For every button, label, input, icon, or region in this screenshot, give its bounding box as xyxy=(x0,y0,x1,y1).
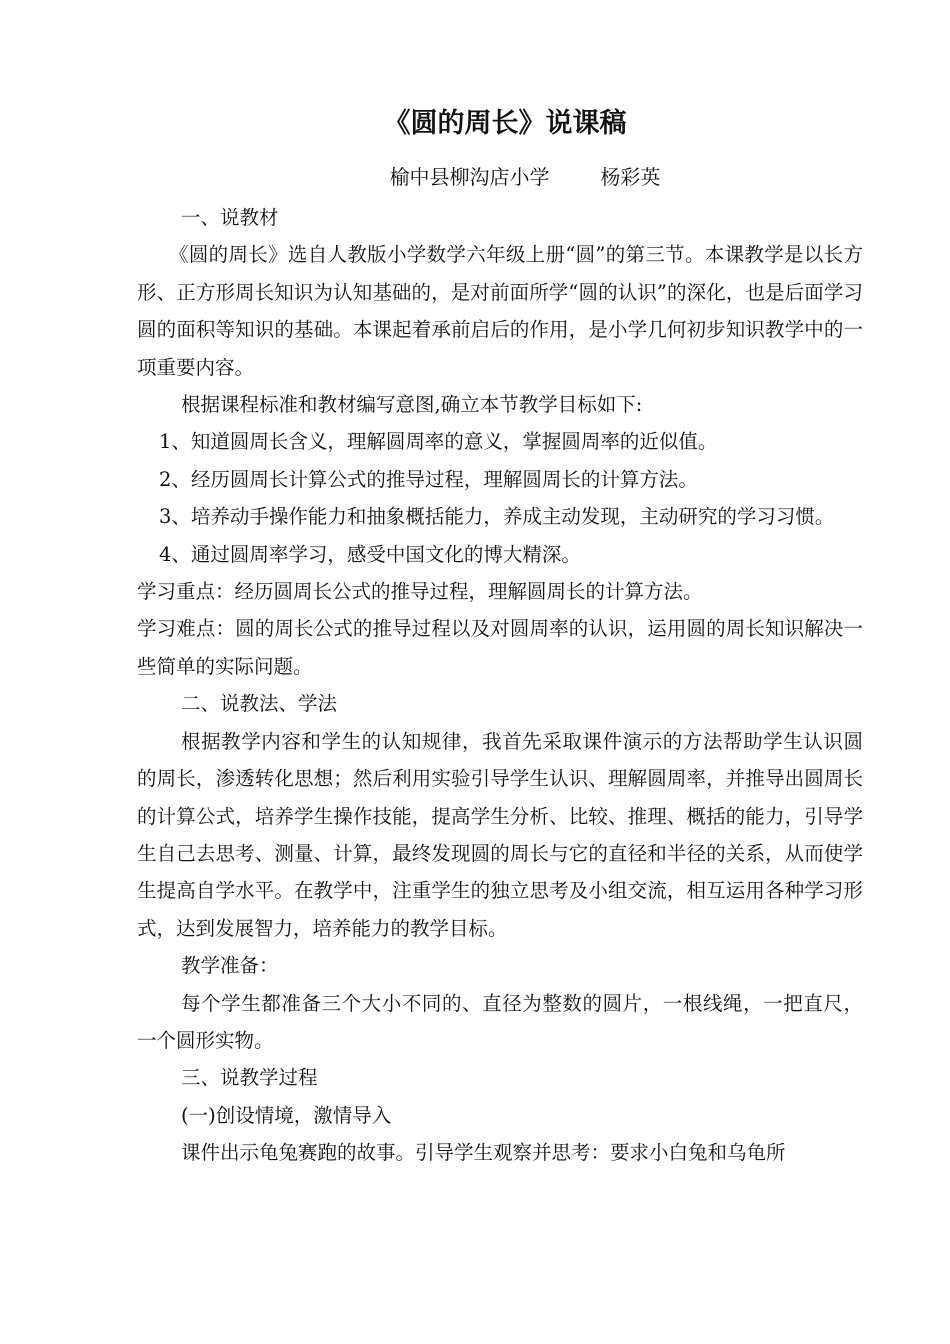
objective-item-4: 4、通过圆周率学习，感受中国文化的博大精深。 xyxy=(159,542,581,566)
author-line: 榆中县柳沟店小学 杨彩英 xyxy=(389,165,661,189)
paragraph-textbook: 《圆的周长》选自人教版小学数学六年级上册“圆”的第三节。本课教学是以长方形、正方形周长知识为认知基础的，是对前面所学“圆的认识”的深化，也是后面学习圆的面积等知识的基础。本课起着承前启后的作用，是小学几何初步知识教学中的一项重要内容。 xyxy=(137,243,863,379)
objective-item-1: 1、知道圆周长含义，理解圆周率的意义，掌握圆周率的近似值。 xyxy=(159,430,718,454)
document-body xyxy=(137,199,863,1172)
subsection-heading-1: (一)创设情境，激情导入 xyxy=(181,1103,392,1127)
paragraph-intro-activity: 课件出示龟兔赛跑的故事。引导学生观察并思考：要求小白兔和乌龟所 xyxy=(181,1141,786,1165)
key-point: 学习重点：经历圆周长公式的推导过程，理解圆周长的计算方法。 xyxy=(137,580,703,604)
section-heading-2: 二、说教法、学法 xyxy=(181,692,338,716)
objective-item-2: 2、经历圆周长计算公式的推导过程，理解圆周长的计算方法。 xyxy=(159,467,698,491)
paragraph-preparation: 每个学生都准备三个大小不同的、直径为整数的圆片，一根线绳，一把直尺，一个圆形实物。 xyxy=(137,991,863,1052)
difficult-point: 学习难点：圆的周长公式的推导过程以及对圆周率的认识，运用圆的周长知识解决一些简单的实际问题。 xyxy=(137,617,863,678)
preparation-heading: 教学准备： xyxy=(181,954,279,978)
section-heading-3: 三、说教学过程 xyxy=(181,1066,318,1090)
paragraph-objectives-intro: 根据课程标准和教材编写意图,确立本节教学目标如下: xyxy=(181,393,643,417)
document-title: 《圆的周长》说课稿 xyxy=(383,108,627,139)
section-heading-1: 一、说教材 xyxy=(181,206,279,229)
paragraph-methods: 根据教学内容和学生的认知规律，我首先采取课件演示的方法帮助学生认识圆的周长，渗透转化思想；然后利用实验引导学生认识、理解圆周率，并推导出圆周长的计算公式，培养学生操作技能，提高学生分析、比较、推理、概括的能力，引导学生自己去思考、测量、计算，最终发现圆的周长与它的直径和半径的关系，从而使学生提高自学水平。在教学中，注重学生的独立思考及小组交流，相互运用各种学习形式，达到发展智力，培养能力的教学目标。 xyxy=(137,729,863,940)
objective-item-3: 3、培养动手操作能力和抽象概括能力，养成主动发现，主动研究的学习习惯。 xyxy=(159,505,835,529)
